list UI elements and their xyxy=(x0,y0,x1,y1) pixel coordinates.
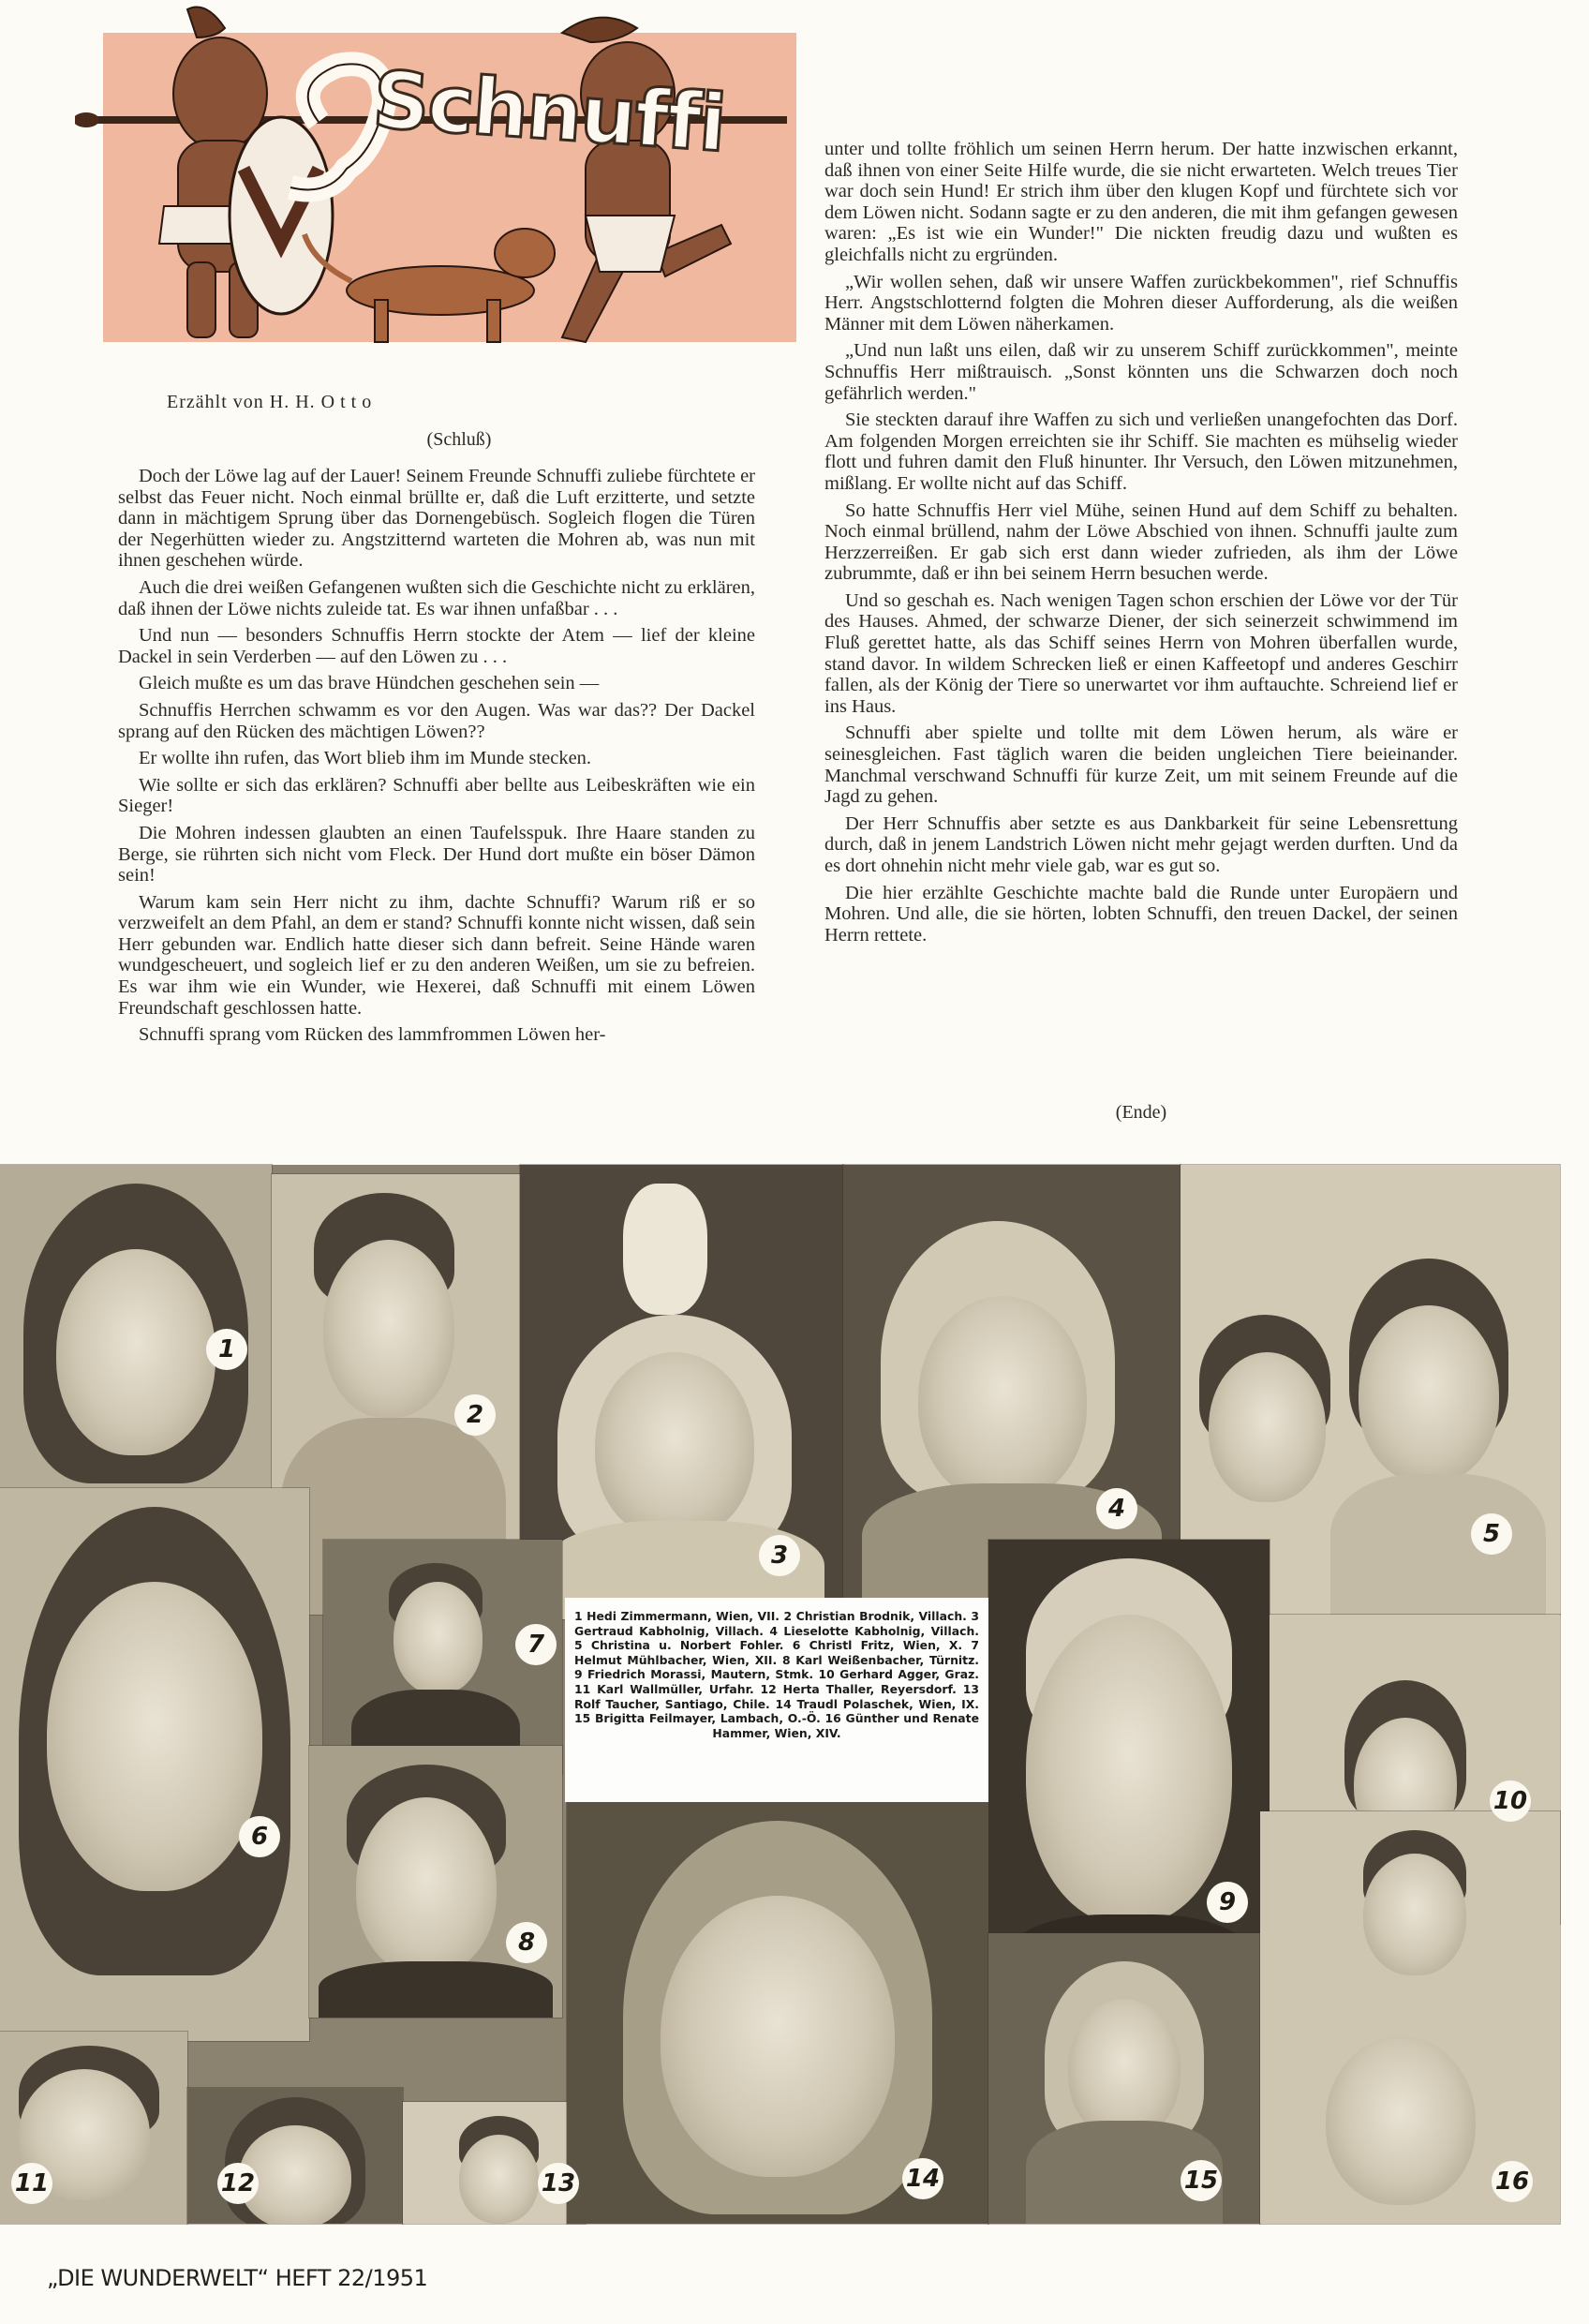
photo-number-badge: 12 xyxy=(217,2163,259,2204)
photo-number-badge: 8 xyxy=(506,1922,547,1963)
paragraph: Gleich mußte es um das brave Hündchen geschehen sein — xyxy=(139,673,600,694)
photo-number-badge: 16 xyxy=(1492,2161,1533,2202)
story-title: Schnuffi xyxy=(370,53,728,170)
paragraph: Schnuffi sprang vom Rücken des lammfrommen Löwen her- xyxy=(139,1024,606,1046)
photo-number-badge: 9 xyxy=(1207,1882,1248,1923)
photo-number-badge: 3 xyxy=(759,1535,800,1576)
magazine-footer: „DIE WUNDERWELT“ HEFT 22/1951 xyxy=(47,2265,428,2291)
paragraph: Und so geschah es. Nach wenigen Tagen schon erschien der Löwe vor der Tür des Hauses. Ahmed, der schwarze Diener, der sich seinerzeit schwimmend im Fluß gerettet hatte, als das Schiff seines Herrn von Mohren überfallen wurde, stand davor. In wildem Schrecken ließ er einen Kaffeetopf und anderes Geschirr fallen, als der König der Tiere so unerwartet vor ihm auftauchte. Schreiend lief er ins Haus. xyxy=(824,589,1458,717)
byline xyxy=(167,392,377,413)
paragraph: Sie steckten darauf ihre Waffen zu sich und verließen unangefochten das Dorf. Am folgenden Morgen erreichten sie ihr Schiff. Sie machten es mühselig wieder flott und fuhren damit den Fluß hinunter. Ihr Versuch, den Löwen mitzunehmen, mißlang. Er wollte nicht auf das Schiff. xyxy=(824,410,1458,494)
photo-6 xyxy=(0,1488,309,2041)
paragraph: Er wollte ihn rufen, das Wort blieb ihm im Munde stecken. xyxy=(139,748,592,769)
paragraph: Und nun — besonders Schnuffis Herrn stockte der Atem — lief der kleine Dackel in sein Verderben — auf den Löwen zu . . . xyxy=(118,625,755,667)
paragraph: Wie sollte er sich das erklären? Schnuffi aber bellte aus Leibeskräften wie ein Sieger! xyxy=(118,774,755,817)
photo-number-badge: 5 xyxy=(1471,1513,1512,1555)
story-column-right xyxy=(824,139,1458,951)
photo-number-badge: 11 xyxy=(11,2163,52,2204)
paragraph: „Und nun laßt uns eilen, daß wir zu unserem Schiff zurückkommen", meinte Schnuffis Herr mißtrauisch. „Sonst könnten uns die Schwarzen doch noch gefährlich werden." xyxy=(824,340,1458,404)
paragraph: Warum kam sein Herr nicht zu ihm, dachte Schnuffi? Warum riß er so verzweifelt an dem Pfahl, an dem er stand? Schnuffi konnte nicht wissen, daß sein Herr gebunden war. Endlich hatte dieser sich dann befreit. Seine Hände waren wundgescheuert, und sogleich lief er zu den anderen Weißen, um sie zu befreien. Es war ihm wie ein Wunder, wie Hexerei, daß Schnuffi mit einem Löwen Freundschaft geschlossen hatte. xyxy=(118,891,755,1019)
paragraph: Schnuffis Herrchen schwamm es vor den Augen. Was war das?? Der Dackel sprang auf den Rücken des mächtigen Löwen?? xyxy=(118,699,755,742)
header-illustration xyxy=(75,0,824,375)
photo-number-badge: 4 xyxy=(1096,1488,1137,1529)
part-marker: (Schluß) xyxy=(426,429,492,450)
photo-number-badge: 7 xyxy=(515,1624,557,1665)
paragraph: Die hier erzählte Geschichte machte bald die Runde unter Europäern und Mohren. Und alle, die sie hörten, lobten Schnuffi, den treuen Dackel, der seinen Herrn rettete. xyxy=(824,882,1458,946)
photo-number-badge: 13 xyxy=(538,2163,579,2204)
shield-icon xyxy=(230,117,333,314)
paragraph: „Wir wollen sehen, daß wir unsere Waffen zurückbekommen", rief Schnuffis Herr. Angstschlotternd folgten die Mohren dieser Aufforderung, als die weißen Männer mit dem Löwen näherkamen. xyxy=(824,271,1458,335)
photo-number-badge: 2 xyxy=(454,1394,496,1436)
paragraph: Schnuffi aber spielte und tollte mit dem Löwen herum, als wäre er seinesgleichen. Fast täglich waren die beiden ungleichen Tiere beieinander. Manchmal verschwand Schnuffi für kurze Zeit, um mit seinem Freunde auf die Jagd zu gehen. xyxy=(824,723,1458,808)
paragraph: Auch die drei weißen Gefangenen wußten sich die Geschichte nicht zu erklären, daß ihnen der Löwe nichts zuleide tat. Es war ihnen unfaßbar . . . xyxy=(118,576,756,619)
end-marker: (Ende) xyxy=(1115,1102,1167,1123)
photo-number-badge: 10 xyxy=(1490,1780,1531,1822)
paragraph: Der Herr Schnuffis aber setzte es aus Dankbarkeit für seine Lebensrettung durch, daß in jenem Landstrich Löwen nicht mehr gejagt werden durften. Und da es dort ohnehin nicht mehr viele gab, war es gut so. xyxy=(824,812,1458,876)
paragraph: Doch der Löwe lag auf der Lauer! Seinem Freunde Schnuffi zuliebe fürchtete er selbst das Feuer nicht. Noch einmal brüllte er, daß die Luft erzitterte, und setzte dann in mächtigem Sprung über das Dornengebüsch. Sogleich flogen die Türen der Negerhütten wieder zu. Angstzitternd warteten die Mohren ab, was nun mit ihnen geschehen würde. xyxy=(118,466,755,572)
paragraph: Die Mohren indessen glaubten an einen Taufelsspuk. Ihre Haare standen zu Berge, sie rührten sich nicht vom Fleck. Der Hund dort mußte ein böser Dämon sein! xyxy=(118,822,755,886)
byline-author: Otto xyxy=(320,392,378,412)
photo-12 xyxy=(187,2088,403,2224)
photo-number-badge: 15 xyxy=(1181,2160,1222,2201)
photo-number-badge: 14 xyxy=(902,2158,943,2199)
dachshund-icon xyxy=(304,229,555,342)
photo-number-badge: 6 xyxy=(239,1816,280,1857)
photo-caption-box xyxy=(565,1598,988,1802)
byline-prefix: Erzählt von H. H. xyxy=(167,392,316,412)
paragraph: So hatte Schnuffis Herr viel Mühe, seinen Hund auf dem Schiff zu behalten. Noch einmal brüllend, nahm der Löwe Abschied von ihnen. Schnuffi jaulte zum Herzzerreißen. Er gab sich erst dann wieder zufrieden, als ihm der Löwe zubrummte, daß er ihn bei seinem Herrn besuchen werde. xyxy=(824,499,1458,585)
photo-1 xyxy=(0,1165,272,1488)
photo-caption: 1 Hedi Zimmermann, Wien, VII. 2 Christian Brodnik, Villach. 3 Gertraud Kabholnig, Villach. 4 Lieselotte Kabholnig, Villach. 5 Christina u. Norbert Fohler. 6 Christl Fritz, Wien, X. 7 Helmut Mühlbacher, Wien, XII. 8 Karl Weißenbacher, Türnitz. 9 Friedrich Morassi, Mautern, Stmk. 10 Gerhard Agger, Graz. 11 Karl Wallmüller, Urfahr. 12 Herta Thaller, Reyersdorf. 13 Rolf Taucher, Santiago, Chile. 14 Traudl Polaschek, Wien, IX. 15 Brigitta Feilmayer, Lambach, O.-Ö. 16 Günther und Renate Hammer, Wien, XIV. xyxy=(574,1609,979,1740)
right-carrier-figure xyxy=(562,18,731,342)
spear-tip-icon xyxy=(75,112,99,127)
illustration-drawing xyxy=(75,0,824,375)
photo-number-badge: 1 xyxy=(206,1329,247,1370)
photo-8 xyxy=(309,1746,562,2018)
paragraph: unter und tollte fröhlich um seinen Herrn herum. Der hatte inzwischen erkannt, daß ihnen von einer Seite Hilfe wurde, die sie nicht erwarteten. Welch treues Tier war doch sein Hund! Er strich ihm über den klugen Kopf und fürchtete sich vor dem Löwen nicht. Sodann sagte er zu den anderen, die mit ihm gefangen gewesen waren: „Es ist wie ein Wunder!" Die nickten freudig dazu und wußten es gleichfalls nicht zu ergründen. xyxy=(824,139,1458,265)
story-column-left xyxy=(118,466,755,1051)
hair-bow-icon xyxy=(623,1184,707,1315)
